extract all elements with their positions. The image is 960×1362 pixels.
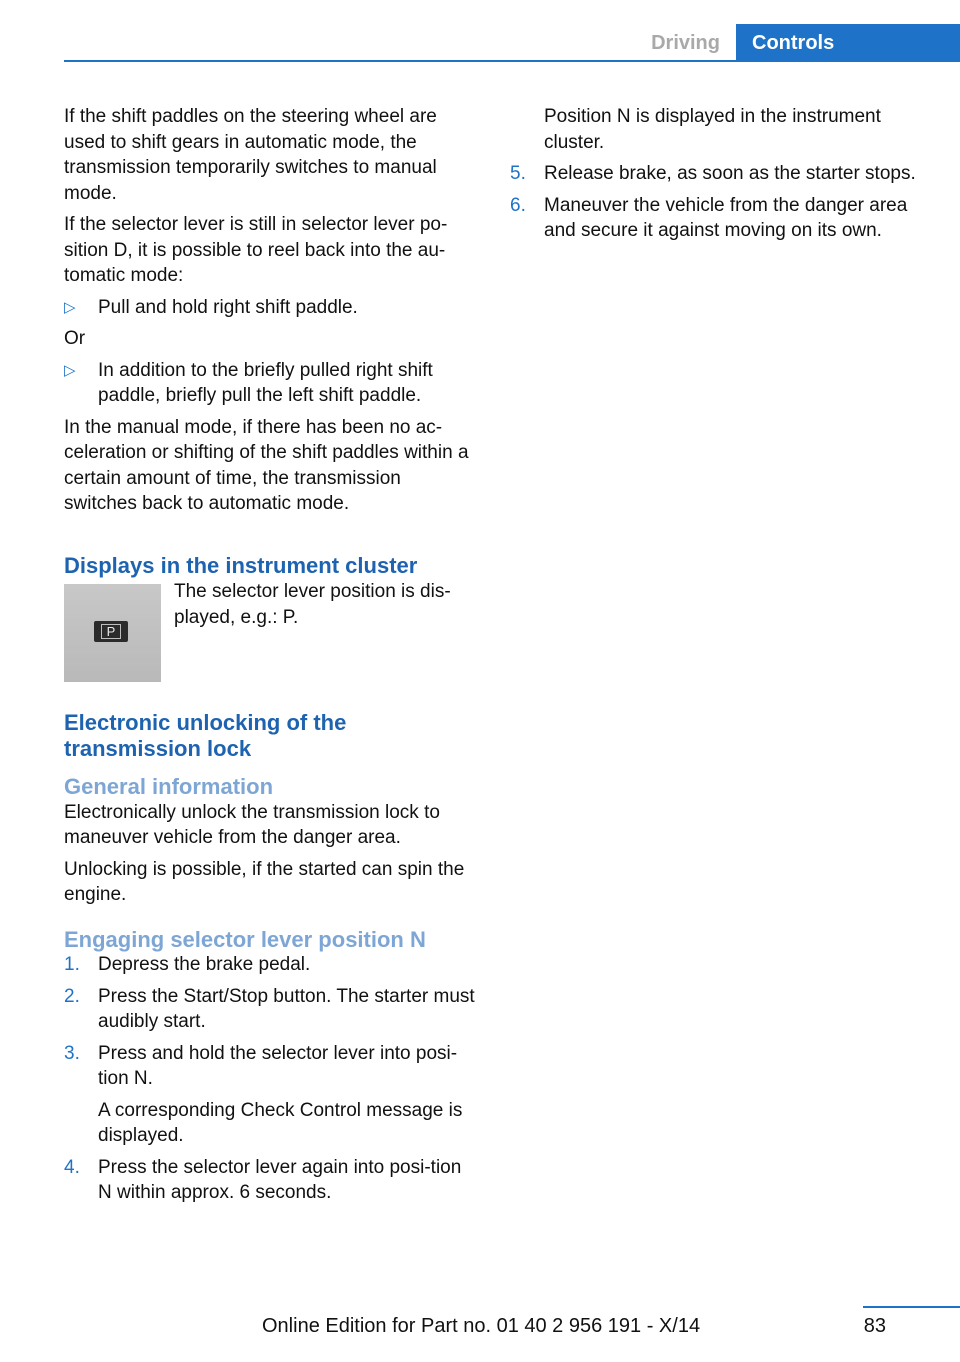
section-heading: Electronic unlocking of the transmission lock: [64, 710, 347, 761]
list-item: [64, 1155, 478, 1206]
subsection-heading: General information: [64, 774, 274, 799]
step-text: Depress the brake pedal.: [98, 954, 311, 975]
list-item: [510, 161, 930, 187]
triangle-bullet-icon: ▷: [64, 361, 76, 379]
paragraph: If the shift paddles on the steering wheel are used to shift gears in automatic mode, the transmission temporarily switches to manual mode.: [64, 106, 437, 204]
paragraph: In the manual mode, if there has been no ac‐celeration or shifting of the shift paddles within a certain amount of time, the transmission switches back to automatic mode.: [64, 416, 469, 514]
step-number: 3.: [64, 1042, 80, 1064]
list-item: [64, 358, 478, 409]
display-figure: [64, 581, 478, 682]
step-number: 1.: [64, 954, 80, 975]
left-column: [64, 104, 478, 1212]
subsection-heading: Engaging selector lever position N: [64, 926, 426, 952]
header-chapter-tab: Controls: [736, 24, 960, 62]
list-item: [510, 193, 930, 244]
instrument-cluster-image: [64, 584, 161, 682]
list-item-text: Pull and hold right shift paddle.: [98, 296, 358, 318]
step-text: Press and hold the selector lever into posi‐tion N.: [98, 1042, 458, 1089]
step-number: 4.: [64, 1156, 80, 1178]
paragraph: If the selector lever is still in selector lever po‐sition D, it is possible to reel back into the au‐tomatic mode:: [64, 214, 448, 286]
triangle-bullet-icon: ▷: [64, 298, 76, 316]
footer-rule: [863, 1306, 960, 1308]
list-item: [64, 952, 478, 978]
step-number: 6.: [510, 194, 526, 216]
header-section: Driving: [651, 32, 720, 54]
page-number: 83: [863, 1315, 886, 1337]
list-item: [64, 984, 478, 1035]
section-heading: Displays in the instrument cluster: [64, 552, 418, 578]
step-text: Maneuver the vehicle from the danger area and secure it against moving on its own.: [544, 194, 908, 241]
step-number: 5.: [510, 163, 526, 184]
paragraph: Electronically unlock the transmission lock to maneuver vehicle from the danger area.: [64, 801, 440, 848]
step-note: A corresponding Check Control message is displayed.: [98, 1099, 463, 1146]
step-number: 2.: [64, 985, 80, 1007]
right-column: [510, 104, 930, 250]
list-item: [64, 295, 478, 321]
list-item-text: In addition to the briefly pulled right shift paddle, briefly pull the left shift paddle.: [98, 359, 433, 406]
step-continuation: Position N is displayed in the instrument cluster.: [544, 106, 881, 153]
display-description: The selector lever position is dis‐played, e.g.: P.: [174, 581, 451, 628]
paragraph: Or: [64, 328, 86, 349]
selector-position-p-icon: P: [94, 621, 128, 642]
step-text: Press the selector lever again into posi‐tion N within approx. 6 seconds.: [98, 1156, 462, 1203]
paragraph: Unlocking is possible, if the started can spin the engine.: [64, 858, 465, 905]
list-item: [64, 1041, 478, 1092]
edition-note: Online Edition for Part no. 01 40 2 956 191 - X/14: [262, 1315, 701, 1337]
step-text: Release brake, as soon as the starter stops.: [544, 163, 916, 184]
step-text: Press the Start/Stop button. The starter must audibly start.: [98, 985, 475, 1032]
